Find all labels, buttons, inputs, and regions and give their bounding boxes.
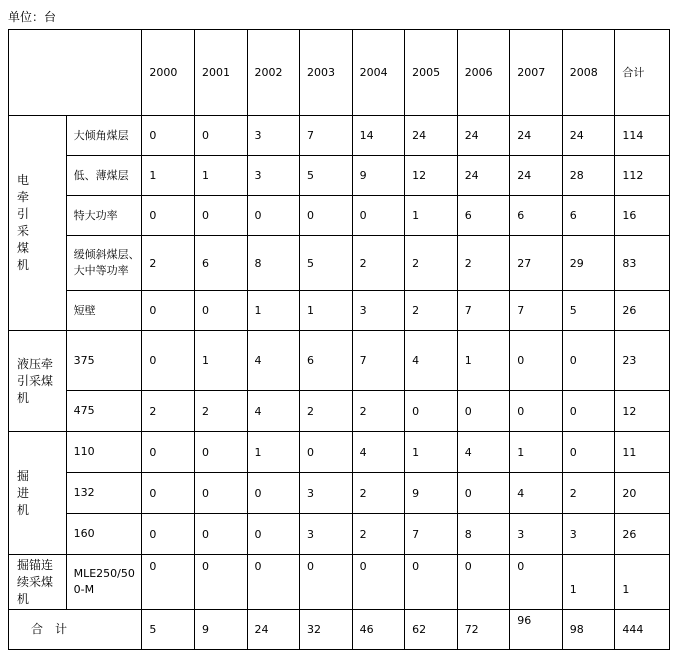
value-cell: 0 (194, 555, 247, 610)
value-cell: 0 (142, 196, 195, 236)
year-header: 2004 (352, 30, 405, 116)
value-cell: 0 (457, 555, 510, 610)
value-cell: 4 (247, 331, 300, 391)
value-cell: 1 (194, 331, 247, 391)
table-row (9, 196, 670, 236)
value-cell: 7 (510, 291, 563, 331)
value-cell: 4 (247, 391, 300, 432)
row-label: 132 (66, 473, 142, 514)
value-cell: 0 (247, 514, 300, 555)
value-cell: 29 (562, 236, 615, 291)
value-cell: 2 (562, 473, 615, 514)
value-cell: 2 (352, 514, 405, 555)
value-cell: 0 (142, 514, 195, 555)
total-row (9, 610, 670, 650)
value-cell: 24 (405, 116, 458, 156)
total-value: 62 (405, 610, 458, 650)
value-cell: 1 (615, 555, 670, 610)
value-cell: 8 (457, 514, 510, 555)
row-label: 短壁 (66, 291, 142, 331)
value-cell: 14 (352, 116, 405, 156)
value-cell: 0 (142, 555, 195, 610)
total-value: 32 (300, 610, 353, 650)
value-cell: 24 (510, 156, 563, 196)
table-row (9, 331, 670, 391)
value-cell: 0 (142, 331, 195, 391)
table-row (9, 236, 670, 291)
value-cell: 3 (300, 514, 353, 555)
value-cell: 0 (510, 391, 563, 432)
value-cell: 24 (510, 116, 563, 156)
value-cell: 2 (142, 391, 195, 432)
value-cell: 2 (194, 391, 247, 432)
value-cell: 6 (194, 236, 247, 291)
year-header: 2000 (142, 30, 195, 116)
total-value: 98 (562, 610, 615, 650)
value-cell: 112 (615, 156, 670, 196)
total-value: 9 (194, 610, 247, 650)
year-header: 合计 (615, 30, 670, 116)
year-header: 2001 (194, 30, 247, 116)
row-label: 低、薄煤层 (66, 156, 142, 196)
corner-cell (9, 30, 142, 116)
table-row (9, 116, 670, 156)
value-cell: 3 (247, 156, 300, 196)
value-cell: 2 (300, 391, 353, 432)
value-cell: 8 (247, 236, 300, 291)
value-cell: 0 (457, 473, 510, 514)
year-header: 2005 (405, 30, 458, 116)
value-cell: 0 (562, 391, 615, 432)
value-cell: 4 (405, 331, 458, 391)
value-cell: 3 (510, 514, 563, 555)
value-cell: 1 (142, 156, 195, 196)
value-cell: 12 (405, 156, 458, 196)
value-cell: 3 (562, 514, 615, 555)
value-cell: 0 (194, 473, 247, 514)
value-cell: 4 (352, 432, 405, 473)
row-label: 110 (66, 432, 142, 473)
value-cell: 0 (405, 555, 458, 610)
value-cell: 1 (300, 291, 353, 331)
value-cell: 2 (405, 291, 458, 331)
value-cell: 7 (300, 116, 353, 156)
row-label: 缓倾斜煤层、大中等功率 (66, 236, 142, 291)
table-row (9, 432, 670, 473)
value-cell: 0 (247, 555, 300, 610)
total-value: 5 (142, 610, 195, 650)
value-cell: 2 (457, 236, 510, 291)
value-cell: 0 (457, 391, 510, 432)
value-cell: 5 (300, 236, 353, 291)
group-label: 掘锚连续采煤机 (9, 555, 67, 610)
value-cell: 0 (194, 291, 247, 331)
value-cell: 6 (457, 196, 510, 236)
year-header: 2008 (562, 30, 615, 116)
value-cell: 0 (142, 291, 195, 331)
value-cell: 7 (352, 331, 405, 391)
year-header: 2007 (510, 30, 563, 116)
value-cell: 12 (615, 391, 670, 432)
value-cell: 2 (352, 391, 405, 432)
value-cell: 114 (615, 116, 670, 156)
value-cell: 2 (352, 236, 405, 291)
total-value: 72 (457, 610, 510, 650)
value-cell: 0 (194, 432, 247, 473)
year-header: 2006 (457, 30, 510, 116)
year-header: 2003 (300, 30, 353, 116)
value-cell: 0 (300, 196, 353, 236)
total-value: 444 (615, 610, 670, 650)
value-cell: 6 (300, 331, 353, 391)
value-cell: 2 (142, 236, 195, 291)
table-row (9, 291, 670, 331)
group-label: 电牵引采煤机 (9, 116, 67, 331)
data-table (8, 29, 670, 650)
value-cell: 1 (562, 555, 615, 610)
value-cell: 26 (615, 514, 670, 555)
value-cell: 0 (142, 116, 195, 156)
value-cell: 3 (300, 473, 353, 514)
value-cell: 3 (352, 291, 405, 331)
value-cell: 5 (300, 156, 353, 196)
table-row (9, 156, 670, 196)
value-cell: 0 (562, 331, 615, 391)
value-cell: 4 (457, 432, 510, 473)
value-cell: 0 (194, 514, 247, 555)
value-cell: 5 (562, 291, 615, 331)
value-cell: 6 (510, 196, 563, 236)
row-label: 475 (66, 391, 142, 432)
value-cell: 0 (247, 196, 300, 236)
value-cell: 1 (510, 432, 563, 473)
row-label: 特大功率 (66, 196, 142, 236)
table-row (9, 514, 670, 555)
value-cell: 83 (615, 236, 670, 291)
value-cell: 0 (300, 432, 353, 473)
value-cell: 2 (405, 236, 458, 291)
year-header: 2002 (247, 30, 300, 116)
value-cell: 4 (510, 473, 563, 514)
total-label: 合 计 (9, 610, 142, 650)
value-cell: 0 (352, 196, 405, 236)
total-value: 96 (510, 610, 563, 650)
value-cell: 2 (352, 473, 405, 514)
value-cell: 0 (142, 473, 195, 514)
row-label: 375 (66, 331, 142, 391)
value-cell: 0 (510, 555, 563, 610)
value-cell: 1 (405, 196, 458, 236)
table-row (9, 473, 670, 514)
value-cell: 0 (300, 555, 353, 610)
value-cell: 1 (457, 331, 510, 391)
value-cell: 0 (352, 555, 405, 610)
total-value: 24 (247, 610, 300, 650)
value-cell: 0 (562, 432, 615, 473)
value-cell: 20 (615, 473, 670, 514)
value-cell: 0 (194, 116, 247, 156)
value-cell: 0 (405, 391, 458, 432)
group-label: 液压牵引采煤机 (9, 331, 67, 432)
value-cell: 7 (405, 514, 458, 555)
table-row (9, 391, 670, 432)
value-cell: 9 (352, 156, 405, 196)
value-cell: 0 (142, 432, 195, 473)
value-cell: 27 (510, 236, 563, 291)
value-cell: 1 (405, 432, 458, 473)
value-cell: 1 (247, 432, 300, 473)
value-cell: 0 (247, 473, 300, 514)
value-cell: 23 (615, 331, 670, 391)
value-cell: 0 (510, 331, 563, 391)
value-cell: 16 (615, 196, 670, 236)
table-row (9, 555, 670, 610)
value-cell: 24 (457, 156, 510, 196)
value-cell: 24 (562, 116, 615, 156)
value-cell: 28 (562, 156, 615, 196)
row-label: MLE250/500-M (66, 555, 142, 610)
value-cell: 26 (615, 291, 670, 331)
value-cell: 7 (457, 291, 510, 331)
value-cell: 11 (615, 432, 670, 473)
value-cell: 9 (405, 473, 458, 514)
row-label: 160 (66, 514, 142, 555)
value-cell: 6 (562, 196, 615, 236)
value-cell: 1 (194, 156, 247, 196)
value-cell: 1 (247, 291, 300, 331)
header-row (9, 30, 670, 116)
row-label: 大倾角煤层 (66, 116, 142, 156)
total-value: 46 (352, 610, 405, 650)
unit-label: 单位：台 (8, 10, 57, 24)
value-cell: 0 (194, 196, 247, 236)
value-cell: 24 (457, 116, 510, 156)
value-cell: 3 (247, 116, 300, 156)
group-label: 掘进机 (9, 432, 67, 555)
